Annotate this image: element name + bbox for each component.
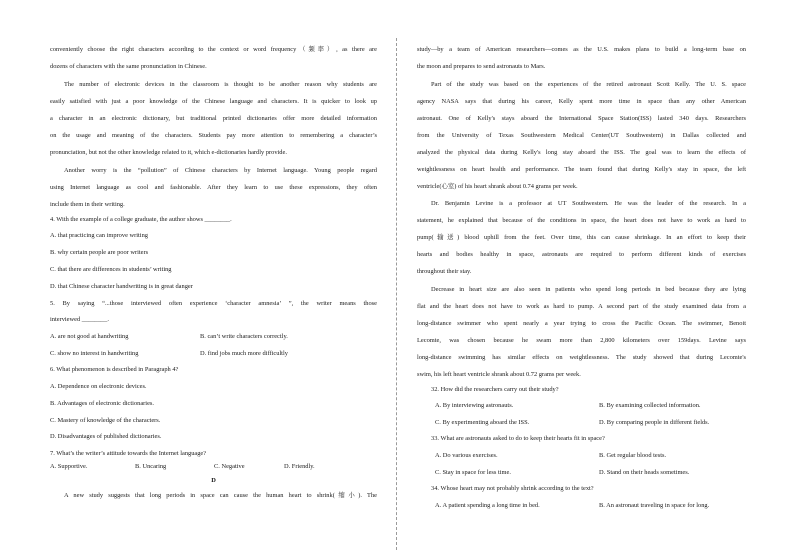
question-5-option-b: B. can’t write characters correctly. (200, 333, 288, 340)
text-line: statement, he explained that because of the conditions in space, the heart does not have to work as hard to (417, 217, 746, 224)
question-33-option-d: D. Stand on their heads sometimes. (599, 469, 690, 476)
question-7-option-a: A. Supportive. (50, 463, 88, 470)
question-33-option-c: C. Stay in space for less time. (435, 469, 511, 476)
right-column (417, 0, 746, 550)
text-line: agency NASA says that during his career, Kelly spent more time in space than any other American (417, 98, 746, 105)
text-line: include them in their writing. (50, 201, 125, 208)
question-5-stem: 5. By saying “...those interviewed often experience ‘character amnesia’ ”, the writer means those (50, 300, 377, 307)
question-4-option-c: C. that there are differences in students’ writing (50, 266, 172, 273)
text-line: study—by a team of American researchers—comes as the U.S. makes plans to build a long-term base on (417, 46, 746, 53)
question-6-option-d: D. Disadvantages of published dictionaries. (50, 433, 162, 440)
question-34-option-b: B. An astronaut traveling in space for long. (599, 502, 710, 509)
question-6-option-a: A. Dependence on electronic devices. (50, 383, 147, 390)
text-line: dozens of characters with the same pronunciation in Chinese. (50, 63, 207, 70)
question-6-option-b: B. Advantages of electronic dictionaries. (50, 400, 154, 407)
question-33-option-a: A. Do various exercises. (435, 452, 498, 459)
text-line: from the University of Texas Southwestern Medical Center(UT Southwestern) in Dallas collected and (417, 132, 746, 139)
question-7-option-c: C. Negative (214, 463, 245, 470)
question-4-option-b: B. why certain people are poor writers (50, 249, 149, 256)
text-line: on the usage and meaning of the characters. Students pay more attention to remembering a character’s (50, 132, 377, 139)
text-line: using Internet language as cool and fashionable. After they learn to use these expressions, they often (50, 184, 377, 191)
question-33-option-b: B. Get regular blood tests. (599, 452, 667, 459)
text-line: ventricle(心室) of his heart shrank about 0.74 grams per week. (417, 183, 578, 190)
left-column (50, 0, 377, 550)
text-line: easily satisfied with just a poor knowledge of the Chinese language and characters. It is quicker to look up (50, 98, 377, 105)
question-4-option-d: D. that Chinese character handwriting is in great danger (50, 283, 193, 290)
question-4-option-a: A. that practicing can improve writing (50, 232, 148, 239)
question-32-option-c: C. By experimenting aboard the ISS. (435, 419, 530, 426)
text-line: Dr. Benjamin Levine is a professor at UT Southwestern. He was the leader of the research. In a (431, 200, 746, 207)
question-5-option-d: D. find jobs much more difficultly (200, 350, 288, 357)
question-32-option-b: B. By examining collected information. (599, 402, 701, 409)
text-line: A new study suggests that long periods in space can cause the human heart to shrink(缩小). The (64, 492, 377, 499)
text-line: conveniently choose the right characters according to the context or word frequency（频率）, as there are (50, 46, 377, 53)
column-divider (396, 38, 397, 550)
text-line: Lecomte, was chosen because he swam more than 2,800 kilometers over 159days. Levine says (417, 337, 746, 344)
text-line: Another worry is the “pollution” of Chinese characters by Internet language. Young people regard (64, 167, 377, 174)
text-line: swim, his left heart ventricle shrank about 0.72 grams per week. (417, 371, 581, 378)
question-5-option-c: C. show no interest in handwriting (50, 350, 139, 357)
text-line: Decrease in heart size are also seen in patients who spend long periods in bed because they are lying (431, 286, 746, 293)
text-line: throughout their stay. (417, 268, 472, 275)
question-32-option-a: A. By interviewing astronauts. (435, 402, 514, 409)
question-7-option-b: B. Uncaring (135, 463, 167, 470)
question-6-option-c: C. Mastery of knowledge of the characters. (50, 417, 161, 424)
question-6-stem: 6. What phenomenon is described in Paragraph 4? (50, 366, 179, 373)
text-line: pump(输送) blood uphill from the feet. Over time, this can cause shrinkage. In an effort to keep their (417, 234, 746, 241)
question-33-stem: 33. What are astronauts asked to do to keep their hearts fit in space? (431, 435, 605, 442)
question-34-stem: 34. Whose heart may not probably shrink according to the text? (431, 485, 594, 492)
text-line: weightlessness on heart health and performance. The team found that during Kelly's stay in space, the left (417, 166, 746, 173)
question-7-option-d: D. Friendly. (284, 463, 315, 470)
text-line: analyzed the physical data during Kelly's long stay aboard the ISS. The goal was to learn the effects of (417, 149, 746, 156)
question-5-stem: interviewed ________. (50, 316, 109, 323)
text-line: The number of electronic devices in the classroom is thought to be another reason why students are (64, 81, 377, 88)
text-line: pronunciation, but not the other knowledge related to it, which e-dictionaries hardly provide. (50, 149, 287, 156)
text-line: hearts and bodies healthy in space, astronauts are required to perform different kinds of exercises (417, 251, 746, 258)
question-5-option-a: A. are not good at handwriting (50, 333, 129, 340)
text-line: astronaut. One of Kelly's stays aboard the International Space Station(ISS) lasted 340 days. Researchers (417, 115, 746, 122)
question-7-stem: 7. What’s the writer’s attitude towards the Internet language? (50, 450, 207, 457)
text-line: long-distance swimmer who spent nearly a year trying to cross the Pacific Ocean. The swimmer, Benoit (417, 320, 746, 327)
question-32-option-d: D. By comparing people in different fields. (599, 419, 710, 426)
question-34-option-a: A. A patient spending a long time in bed. (435, 502, 540, 509)
text-line: flat and the heart does not have to work as hard to pump. A second part of the study examined data from a (417, 303, 746, 310)
text-line: Part of the study was based on the experiences of the retired astronaut Scott Kelly. The U. S. space (431, 81, 746, 88)
text-line: the moon and prepares to send astronauts to Mars. (417, 63, 546, 70)
section-heading: D (211, 477, 216, 484)
text-line: long-distance swimming has similar effects on weightlessness. The study showed that during Lecomte's (417, 354, 746, 361)
question-32-stem: 32. How did the researchers carry out their study? (431, 386, 559, 393)
text-line: a character in an electronic dictionary, but traditional printed dictionaries offer more detailed information (50, 115, 377, 122)
question-4-stem: 4. With the example of a college graduate, the author shows ________. (50, 216, 232, 223)
